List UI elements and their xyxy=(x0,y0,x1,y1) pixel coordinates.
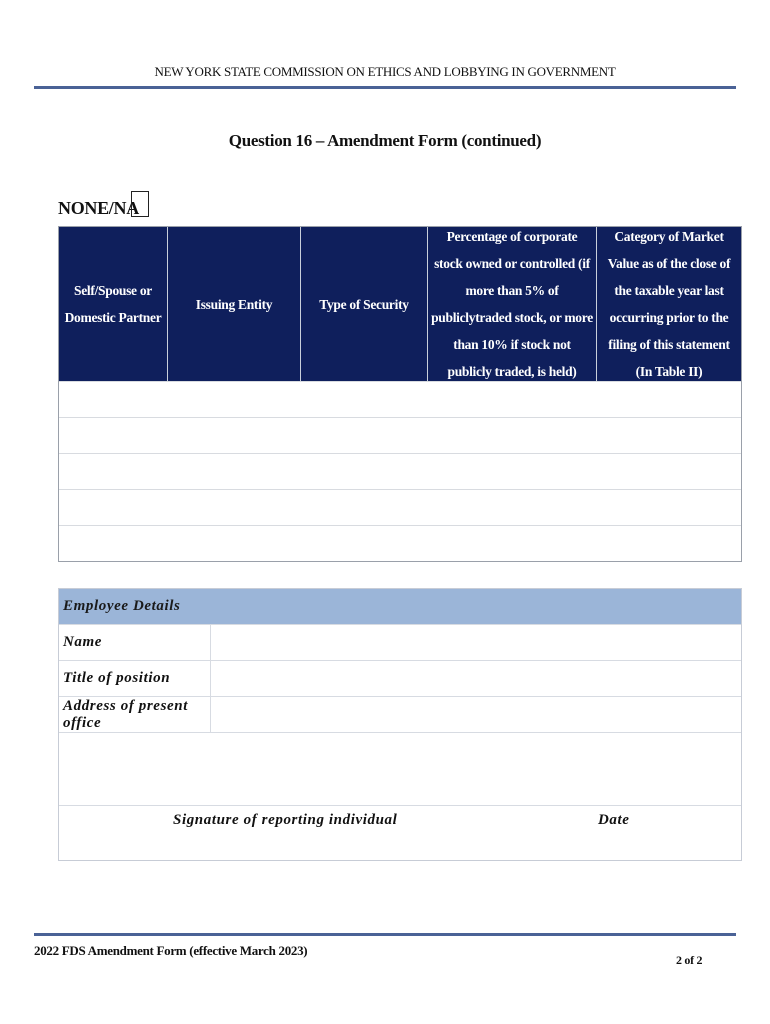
name-row xyxy=(59,624,741,660)
address-field[interactable] xyxy=(211,697,741,732)
address-label: Address of present office xyxy=(59,697,211,732)
table-row[interactable] xyxy=(59,453,741,489)
name-label: Name xyxy=(59,625,211,660)
title-of-position-label: Title of position xyxy=(59,661,211,696)
title-of-position-row xyxy=(59,660,741,696)
address-row xyxy=(59,696,741,732)
none-na-checkbox[interactable] xyxy=(131,191,149,217)
date-label: Date xyxy=(598,812,630,828)
column-header-issuing-entity: Issuing Entity xyxy=(168,227,301,381)
table-row[interactable] xyxy=(59,381,741,417)
column-header-self-spouse: Self/Spouse or Domestic Partner xyxy=(59,227,168,381)
securities-table xyxy=(58,226,742,562)
column-header-percentage: Percentage of corporate stock owned or controlled (if more than 5% of publiclytraded stock, or more than 10% if stock not publicly traded, is held) xyxy=(428,227,597,381)
column-header-type-of-security: Type of Security xyxy=(301,227,428,381)
agency-header: NEW YORK STATE COMMISSION ON ETHICS AND LOBBYING IN GOVERNMENT xyxy=(154,64,616,79)
signature-label: Signature of reporting individual xyxy=(173,812,398,828)
page-number: 2 of 2 xyxy=(676,953,703,967)
name-field[interactable] xyxy=(211,625,741,660)
employee-details-section xyxy=(58,588,742,861)
none-na-label: NONE/NA xyxy=(58,198,139,218)
title-of-position-field[interactable] xyxy=(211,661,741,696)
table-row[interactable] xyxy=(59,417,741,453)
form-name: 2022 FDS Amendment Form (effective March 2023) xyxy=(34,943,308,958)
employee-details-heading: Employee Details xyxy=(59,589,741,624)
table-row[interactable] xyxy=(59,489,741,525)
table-row[interactable] xyxy=(59,525,741,561)
header-rule xyxy=(34,86,736,89)
footer-rule xyxy=(34,933,736,936)
page-title: Question 16 – Amendment Form (continued) xyxy=(228,131,542,150)
securities-table-header xyxy=(59,227,741,381)
column-header-market-value: Category of Market Value as of the close of the taxable year last occurring prior to the filing of this statement (In Table II) xyxy=(607,229,731,379)
signature-area[interactable] xyxy=(59,732,741,805)
signature-row xyxy=(59,805,741,860)
